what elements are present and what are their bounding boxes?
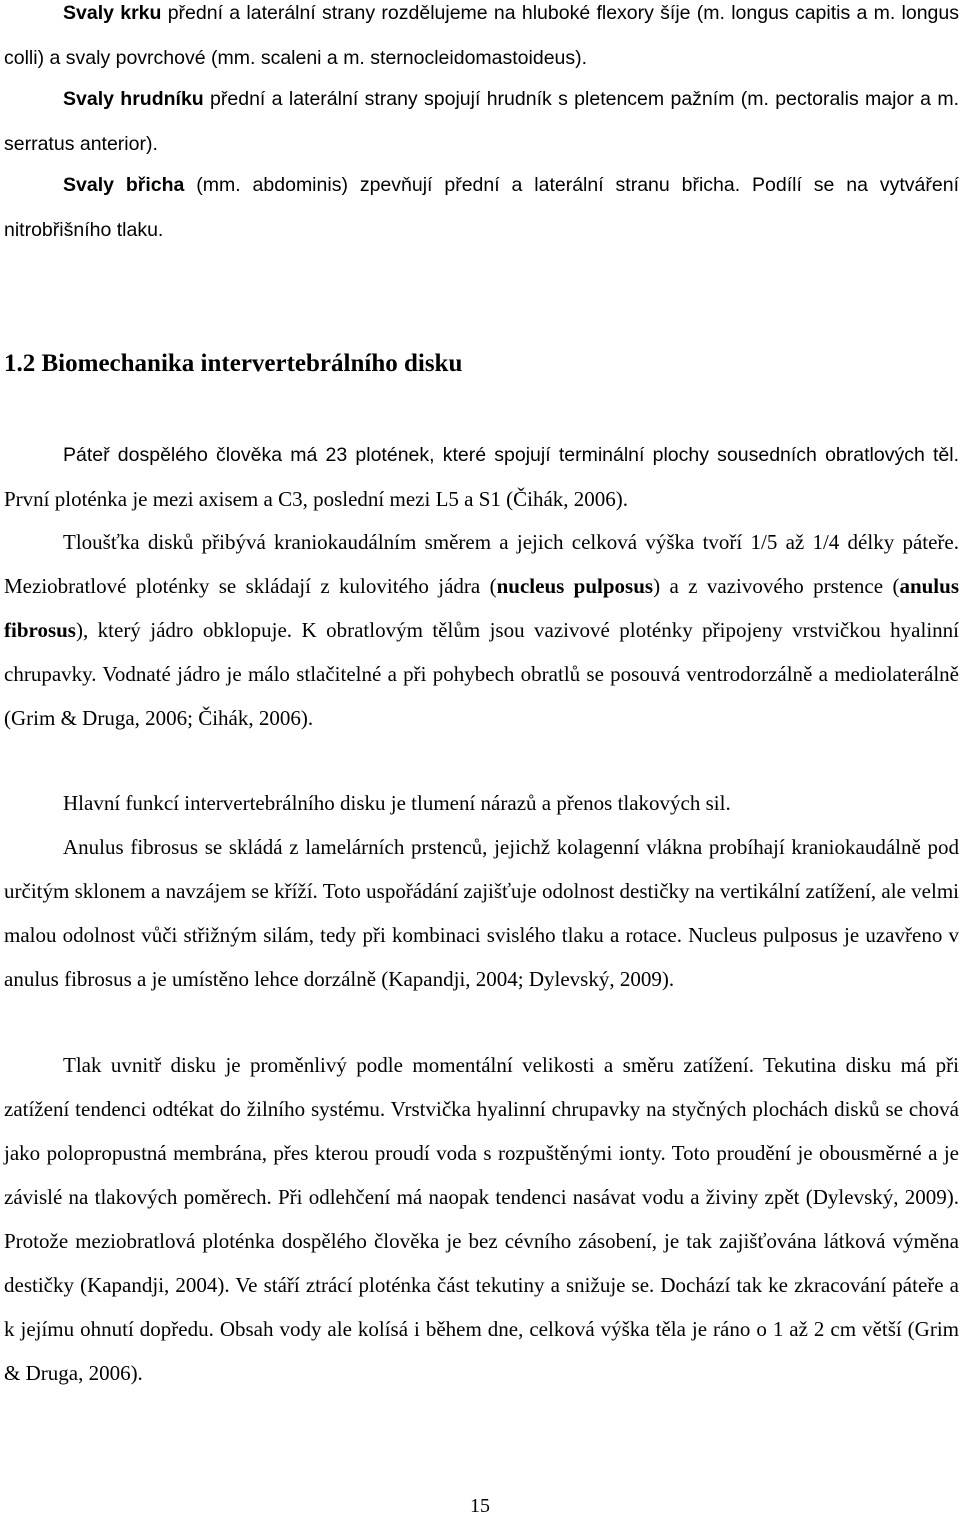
first-disc-text: První ploténka je mezi axisem a C3, poslední mezi L5 a S1 (Čihák, 2006). — [4, 487, 629, 511]
disc-structure-text-c: ) a z vazivového prstence ( — [653, 574, 900, 598]
paragraph-disc-count — [4, 432, 959, 521]
abdominal-muscles-text: (mm. abdominis) zpevňují přední a laterální stranu břicha. Podílí se na vytváření nitrobřišního tlaku. — [4, 174, 959, 241]
term-chest-muscles: Svaly hrudníku — [63, 88, 204, 110]
term-anulus-fibrosus: anulus fibrosus — [4, 574, 959, 642]
disc-structure-text-a: Tloušťka disků přibývá kraniokaudálním směrem a jejich celková výška tvoří 1/5 až 1/4 délky páteře. Meziobratlové ploténky se skládají z kulovitého jádra ( — [4, 530, 959, 598]
section-heading: 1.2 Biomechanika intervertebrálního disku — [4, 350, 463, 377]
paragraph-disc-structure — [4, 520, 959, 740]
paragraph-disc-function: Hlavní funkcí intervertebrálního disku je tlumení nárazů a přenos tlakových sil. — [63, 791, 731, 815]
paragraph-disc-pressure: Tlak uvnitř disku je proměnlivý podle momentální velikosti a směru zatížení. Tekutina disku má při zatížení tendenci odtékat do žilního systému. Vrstvička hyalinní chrupavky na styčných plochách disků se chová jako polopropustná membrána, přes kterou proudí voda s rozpuštěnými ionty. Toto proudění je obousměrné a je závislé na tlakových poměrech. Při odlehčení má naopak tendenci nasávat vodu a živiny zpět (Dylevský, 2009). Protože meziobratlová ploténka dospělého člověka je bez cévního zásobení, je tak zajišťována látková výměna destičky (Kapandji, 2004). Ve stáří ztrácí ploténka část tekutiny a snižuje se. Dochází tak ke zkracování páteře a k jejímu ohnutí dopředu. Obsah vody ale kolísá i během dne, celková výška těla je ráno o 1 až 2 cm větší (Grim & Druga, 2006). — [4, 1053, 959, 1385]
page-number: 15 — [470, 1495, 490, 1517]
term-nucleus-pulposus: nucleus pulposus — [496, 574, 654, 598]
term-abdominal-muscles: Svaly břicha — [63, 174, 185, 196]
paragraph-anulus-fibrosus: Anulus fibrosus se skládá z lamelárních prstenců, jejichž kolagenní vlákna probíhají kraniokaudálně pod určitým sklonem a navzájem se kříží. Toto uspořádání zajišťuje odolnost destičky na vertikální zatížení, ale velmi malou odolnost vůči střižným silám, tedy při kombinaci svislého tlaku a rotace. Nucleus pulposus je uzavřeno v anulus fibrosus a je umístěno lehce dorzálně (Kapandji, 2004; Dylevský, 2009). — [4, 835, 959, 991]
disc-count-text: Páteř dospělého člověka má 23 plotének, které spojují terminální plochy sousedních obratlových těl. — [63, 444, 959, 466]
chest-muscles-text: přední a laterální strany spojují hrudník s pletencem pažním (m. pectoralis major a m. serratus anterior). — [4, 88, 959, 155]
paragraph-chest-muscles — [4, 76, 959, 166]
neck-muscles-text: přední a laterální strany rozdělujeme na hluboké flexory šíje (m. longus capitis a m. longus colli) a svaly povrchové (mm. scaleni a m. sternocleidomastoideus). — [4, 2, 960, 69]
term-neck-muscles: Svaly krku — [63, 2, 162, 24]
disc-structure-text-d: ), který jádro obklopuje. K obratlovým tělům jsou vazivové ploténky připojeny vrstvičkou hyalinní chrupavky. Vodnaté jádro je málo stlačitelné a při pohybech obratlů se posouvá ventrodorzálně a mediolaterálně (Grim & Druga, 2006; Čihák, 2006). — [4, 618, 959, 730]
paragraph-abdominal-muscles — [4, 162, 959, 252]
paragraph-neck-muscles — [4, 0, 959, 80]
